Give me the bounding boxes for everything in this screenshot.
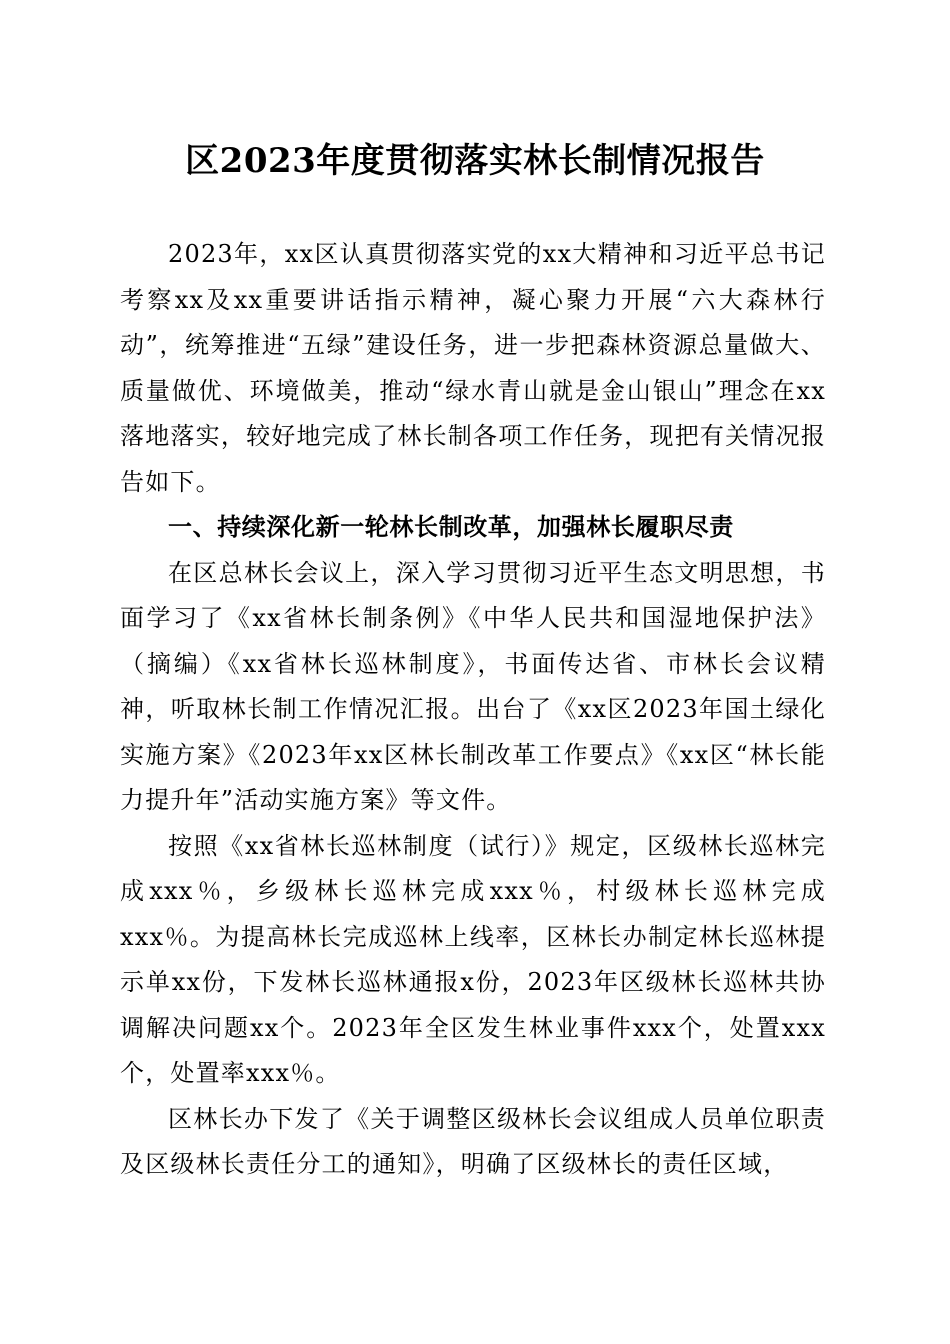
document-body bbox=[120, 232, 826, 1188]
section-heading-1: 一、持续深化新一轮林长制改革，加强林长履职尽责 bbox=[168, 513, 734, 541]
intro-paragraph: 2023年，xx区认真贯彻落实党的xx大精神和习近平总书记考察xx及xx重要讲话指示精神，凝心聚力开展“六大森林行动”，统筹推进“五绿”建设任务，进一步把森林资源总量做大、质量做优、环境做美，推动“绿水青山就是金山银山”理念在xx落地落实，较好地完成了林长制各项工作任务，现把有关情况报告如下。 bbox=[120, 240, 826, 496]
body-paragraph-meeting: 在区总林长会议上，深入学习贯彻习近平生态文明思想，书面学习了《xx省林长制条例》《中华人民共和国湿地保护法》（摘编）《xx省林长巡林制度》，书面传达省、市林长会议精神，听取林长制工作情况汇报。出台了《xx区2023年国土绿化实施方案》《2023年xx区林长制改革工作要点》《xx区“林长能力提升年”活动实施方案》等文件。 bbox=[120, 558, 826, 814]
document-title: 区2023年度贯彻落实林长制情况报告 bbox=[185, 141, 765, 181]
body-paragraph-patrol: 按照《xx省林长巡林制度（试行）》规定，区级林长巡林完成xxx％，乡级林长巡林完成xxx％，村级林长巡林完成xxx％。为提高林长完成巡林上线率，区林长办制定林长巡林提示单xx份，下发林长巡林通报x份，2023年区级林长巡林共协调解决问题xx个。2023年全区发生林业事件xxx个，处置xxx个，处置率xxx％。 bbox=[120, 831, 826, 1087]
body-paragraph-responsibility: 区林长办下发了《关于调整区级林长会议组成人员单位职责及区级林长责任分工的通知》，明确了区级林长的责任区域， bbox=[120, 1104, 826, 1178]
